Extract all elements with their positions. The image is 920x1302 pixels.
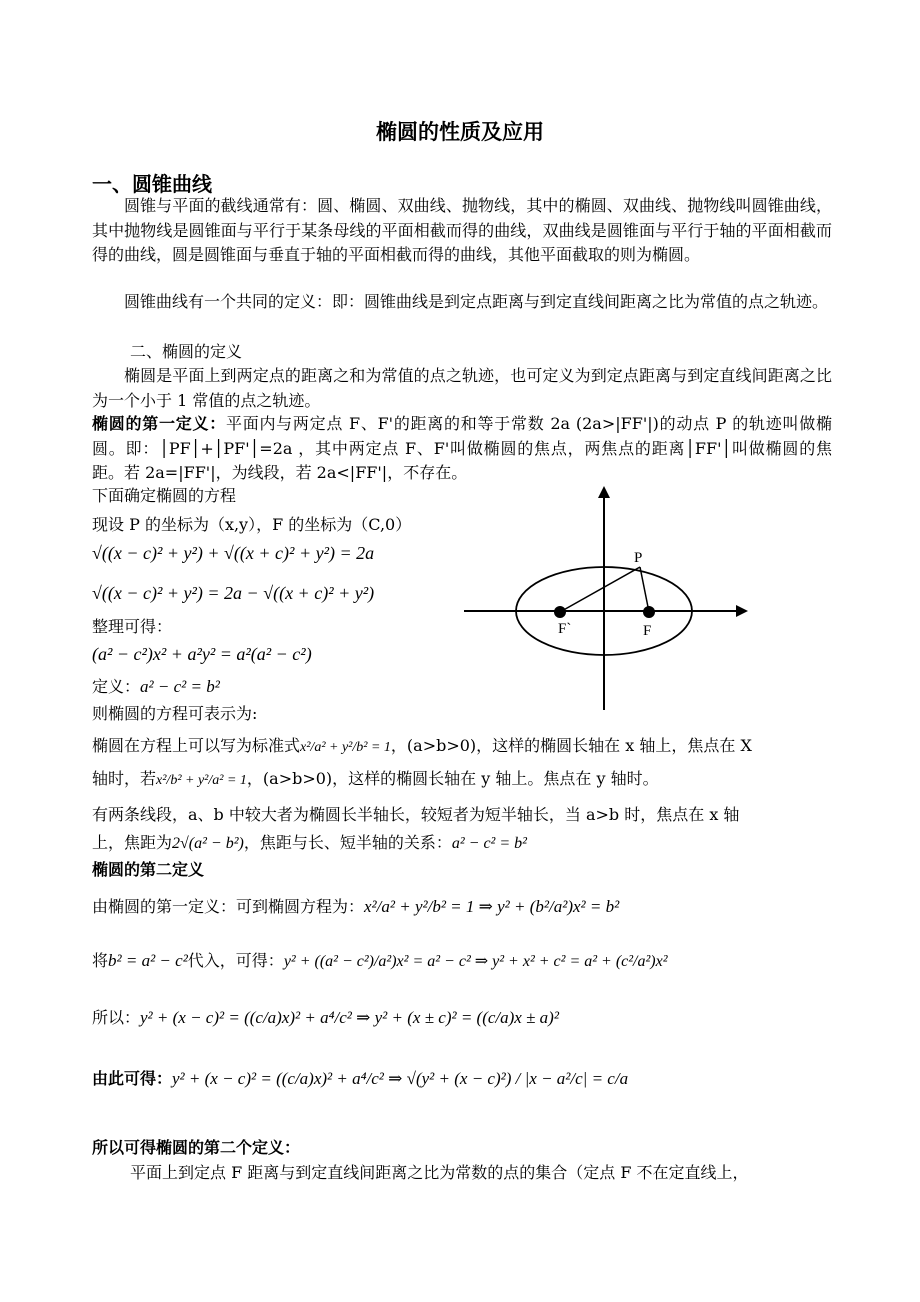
paragraph-conic-definition: 圆锥曲线有一个共同的定义：即：圆锥曲线是到定点距离与到定直线间距离之比为常值的点之轨迹。 [124, 292, 829, 311]
paragraph-ellipse-definition: 椭圆是平面上到两定点的距离之和为常值的点之轨迹，也可定义为到定点距离与到定直线间距离之比为一个小于 1 常值的点之轨迹。 [92, 366, 832, 410]
section-heading-ellipse-definition: 二、椭圆的定义 [130, 342, 243, 361]
standard-form-equation-y: x²/b² + y²/a² = 1 [156, 773, 247, 788]
second-def-label-3: 所以： [92, 1008, 141, 1027]
focus-right-point [643, 606, 655, 618]
second-def-mid-2: 代入，可得： [187, 951, 284, 970]
equation-distance-sum: √((x − c)² + y²) + √((x + c)² + y²) = 2a [92, 543, 375, 563]
page-title: 椭圆的性质及应用 [376, 120, 544, 144]
second-def-label-2: 将 [92, 951, 109, 970]
ellipse-diagram [462, 480, 762, 715]
second-def-line-1 [92, 895, 619, 920]
second-def-line-3 [92, 1006, 559, 1031]
first-definition-text: 平面内与两定点 F、F'的距离的和等于常数 2a (2a>|FF'|)的动点 P 的轨迹叫做椭圆。即：│PF│+│PF'│=2a ，其中两定点 F、F'叫做椭圆的焦点，两焦点的距离│FF'│叫做椭圆的焦距。若 2a=|FF'|，为线段，若 2a<|FF'|，不存在。 [92, 414, 832, 482]
axes-text-b: 上，焦距为 [92, 833, 173, 852]
second-def-equation-1: x²/a² + y²/b² = 1 ⇒ y² + (b²/a²)x² = b² [364, 897, 620, 916]
second-def-equation-2a: b² = a² − c² [108, 951, 188, 970]
x-axis-arrow-icon [736, 605, 748, 617]
equation-distance-rearranged: √((x − c)² + y²) = 2a − √((x + c)² + y²) [92, 583, 375, 603]
y-axis-arrow-icon [598, 486, 610, 498]
second-def-line-2 [92, 949, 668, 975]
label-p: P [634, 550, 643, 566]
second-definition-heading: 椭圆的第二定义 [92, 860, 205, 879]
first-definition [92, 412, 832, 486]
second-def-label-4: 由此可得： [92, 1069, 173, 1088]
focal-length-equation: 2√(a² − b²) [172, 835, 244, 852]
equation-expanded: (a² − c²)x² + a²y² = a²(a² − c²) [92, 644, 312, 664]
standard-form-line-1 [92, 734, 752, 761]
standard-form-text-c: 轴时，若 [92, 769, 157, 788]
organize-label: 整理可得： [92, 617, 173, 636]
coordinates-line: 现设 P 的坐标为（x,y），F 的坐标为（C,0） [92, 515, 412, 534]
definition-b [92, 675, 220, 700]
axes-line-2 [92, 831, 527, 857]
standard-form-text-a: 椭圆在方程上可以写为标准式 [92, 736, 301, 755]
define-label: 定义： [92, 677, 141, 696]
standard-form-line-2 [92, 767, 659, 794]
second-def-equation-2b: y² + ((a² − c²)/a²)x² = a² − c² ⇒ y² + x² + c² = a² + (c²/a²)x² [283, 953, 668, 970]
focus-left-point [554, 606, 566, 618]
axes-line-1: 有两条线段，a、b 中较大者为椭圆长半轴长，较短者为短半轴长，当 a>b 时，焦点在 x 轴 [92, 805, 740, 824]
axes-text-c: ，焦距与长、短半轴的关系： [243, 833, 452, 852]
conclusion-heading: 所以可得椭圆的第二个定义： [92, 1138, 301, 1157]
segment-pf-left [560, 567, 640, 612]
segment-pf-right [640, 567, 649, 612]
second-def-line-4 [92, 1067, 628, 1092]
standard-form-equation-x: x²/a² + y²/b² = 1 [300, 740, 391, 755]
second-def-equation-3: y² + (x − c)² = ((c/a)x)² + a⁴/c² ⇒ y² + (x ± c)² = ((c/a)x ± a)² [140, 1008, 559, 1027]
section-heading-conic: 一、圆锥曲线 [92, 172, 212, 196]
standard-form-text-d: ，(a>b>0)，这样的椭圆长轴在 y 轴上。焦点在 y 轴时。 [246, 769, 659, 788]
standard-form-text-b: ，(a>b>0)，这样的椭圆长轴在 x 轴上，焦点在 X [390, 736, 752, 755]
second-def-equation-4: y² + (x − c)² = ((c/a)x)² + a⁴/c² ⇒ √(y² + (x − c)²) / |x − a²/c| = c/a [172, 1069, 629, 1088]
paragraph-conic-sections: 圆锥与平面的截线通常有：圆、椭圆、双曲线、抛物线，其中的椭圆、双曲线、抛物线叫圆锥曲线，其中抛物线是圆锥面与平行于某条母线的平面相截而得的曲线，双曲线是圆锥面与平行于轴的平面相截而得的曲线，圆是圆锥面与垂直于轴的平面相截而得的曲线，其他平面截取的则为椭圆。 [92, 196, 832, 264]
axes-relation-equation: a² − c² = b² [451, 835, 527, 852]
second-def-label-1: 由椭圆的第一定义：可到椭圆方程为： [92, 897, 365, 916]
equation-intro: 下面确定椭圆的方程 [92, 486, 237, 505]
equation-b-squared: a² − c² = b² [140, 677, 220, 696]
equation-form-intro: 则椭圆的方程可表示为: [92, 704, 258, 723]
label-focus-left: F` [558, 621, 572, 637]
first-definition-label: 椭圆的第一定义： [92, 414, 226, 433]
label-focus-right: F [643, 623, 652, 639]
conclusion-text: 平面上到定点 F 距离与到定直线间距离之比为常数的点的集合（定点 F 不在定直线上， [130, 1163, 749, 1182]
